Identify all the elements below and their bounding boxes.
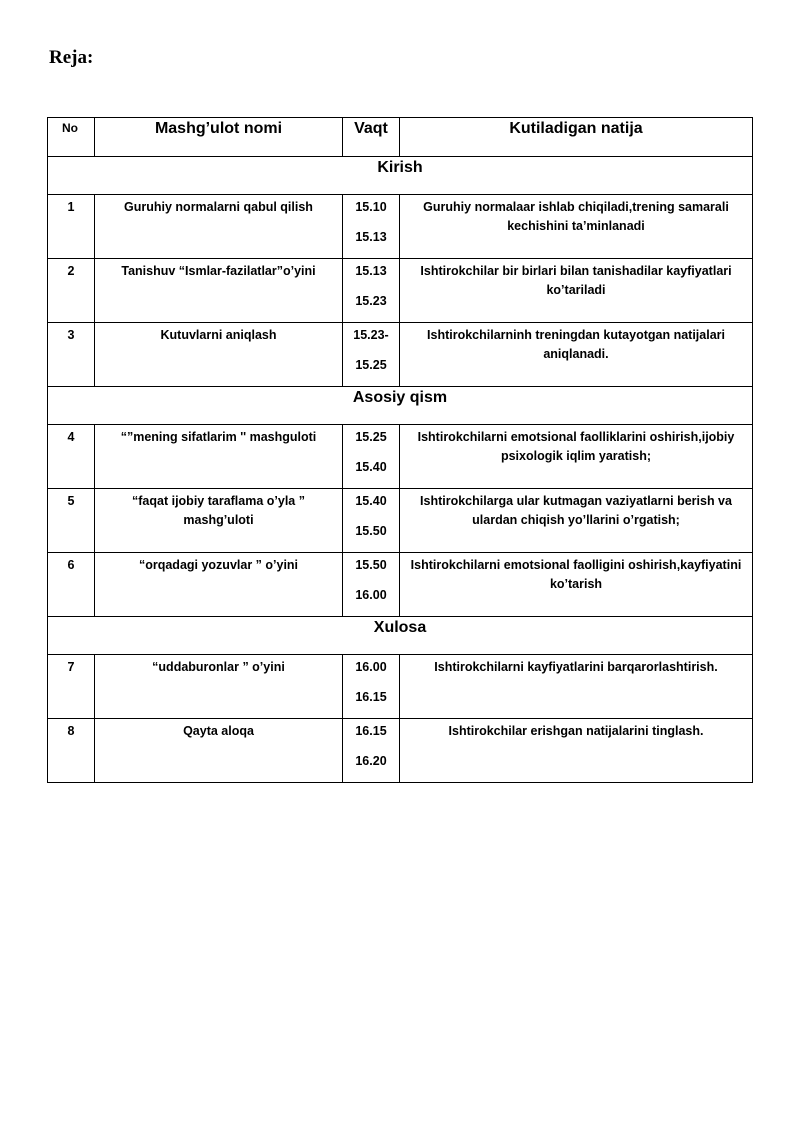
row-number: 7 [48, 655, 95, 719]
expected-result: Ishtirokchilarni emotsional faolliklarini oshirish,ijobiy psixologik iqlim yaratish; [400, 425, 753, 489]
time-cell [343, 719, 400, 783]
row-number: 5 [48, 489, 95, 553]
time-end: 15.40 [355, 460, 387, 474]
time-cell [343, 259, 400, 323]
expected-result: Ishtirokchilarga ular kutmagan vaziyatlarni berish va ulardan chiqish yo’llarini o’rgatish; [400, 489, 753, 553]
section-title: Xulosa [48, 617, 753, 655]
expected-result: Ishtirokchilar bir birlari bilan tanishadilar kayfiyatlari ko’tariladi [400, 259, 753, 323]
time-end: 15.23 [355, 294, 387, 308]
time-cell [343, 489, 400, 553]
time-end: 15.50 [355, 524, 387, 538]
row-number: 8 [48, 719, 95, 783]
activity-name: Tanishuv “Ismlar-fazilatlar”o’yini [95, 259, 343, 323]
time-start: 15.25 [355, 430, 387, 444]
table-row [48, 655, 753, 719]
header-name: Mashg’ulot nomi [95, 118, 343, 157]
activity-name: “”mening sifatlarim '' mashguloti [95, 425, 343, 489]
row-number: 3 [48, 323, 95, 387]
activity-name: Kutuvlarni aniqlash [95, 323, 343, 387]
section-row [48, 617, 753, 655]
page-heading: Reja: [49, 47, 94, 68]
row-number: 2 [48, 259, 95, 323]
table-row [48, 195, 753, 259]
section-row [48, 157, 753, 195]
time-cell [343, 323, 400, 387]
row-number: 1 [48, 195, 95, 259]
header-time: Vaqt [343, 118, 400, 157]
time-end: 15.13 [355, 230, 387, 244]
expected-result: Ishtirokchilarninh treningdan kutayotgan natijalari aniqlanadi. [400, 323, 753, 387]
lesson-plan-table [47, 117, 753, 783]
table-row [48, 323, 753, 387]
time-start: 15.13 [355, 264, 387, 278]
header-result: Kutiladigan natija [400, 118, 753, 157]
time-cell [343, 195, 400, 259]
activity-name: Qayta aloqa [95, 719, 343, 783]
row-number: 6 [48, 553, 95, 617]
time-start: 15.40 [355, 494, 387, 508]
expected-result: Ishtirokchilarni kayfiyatlarini barqarorlashtirish. [400, 655, 753, 719]
section-row [48, 387, 753, 425]
section-title: Asosiy qism [48, 387, 753, 425]
header-no: No [48, 118, 95, 157]
activity-name: “uddaburonlar ” o’yini [95, 655, 343, 719]
time-start: 15.10 [355, 200, 387, 214]
time-end: 15.25 [355, 358, 387, 372]
time-start: 16.15 [355, 724, 387, 738]
time-start: 15.50 [355, 558, 387, 572]
table-row [48, 489, 753, 553]
activity-name: “orqadagi yozuvlar ” o’yini [95, 553, 343, 617]
activity-name: Guruhiy normalarni qabul qilish [95, 195, 343, 259]
time-cell [343, 425, 400, 489]
table-row [48, 553, 753, 617]
time-cell [343, 655, 400, 719]
expected-result: Guruhiy normalaar ishlab chiqiladi,trening samarali kechishini ta’minlanadi [400, 195, 753, 259]
row-number: 4 [48, 425, 95, 489]
time-end: 16.20 [355, 754, 387, 768]
time-cell [343, 553, 400, 617]
section-title: Kirish [48, 157, 753, 195]
expected-result: Ishtirokchilarni emotsional faolligini oshirish,kayfiyatini ko’tarish [400, 553, 753, 617]
activity-name: “faqat ijobiy taraflama o’yla ” mashg’uloti [95, 489, 343, 553]
table-row [48, 719, 753, 783]
table-row [48, 425, 753, 489]
time-start: 15.23- [353, 328, 389, 342]
time-end: 16.00 [355, 588, 387, 602]
table-row [48, 259, 753, 323]
expected-result: Ishtirokchilar erishgan natijalarini tinglash. [400, 719, 753, 783]
time-end: 16.15 [355, 690, 387, 704]
time-start: 16.00 [355, 660, 387, 674]
table-header-row [48, 118, 753, 157]
